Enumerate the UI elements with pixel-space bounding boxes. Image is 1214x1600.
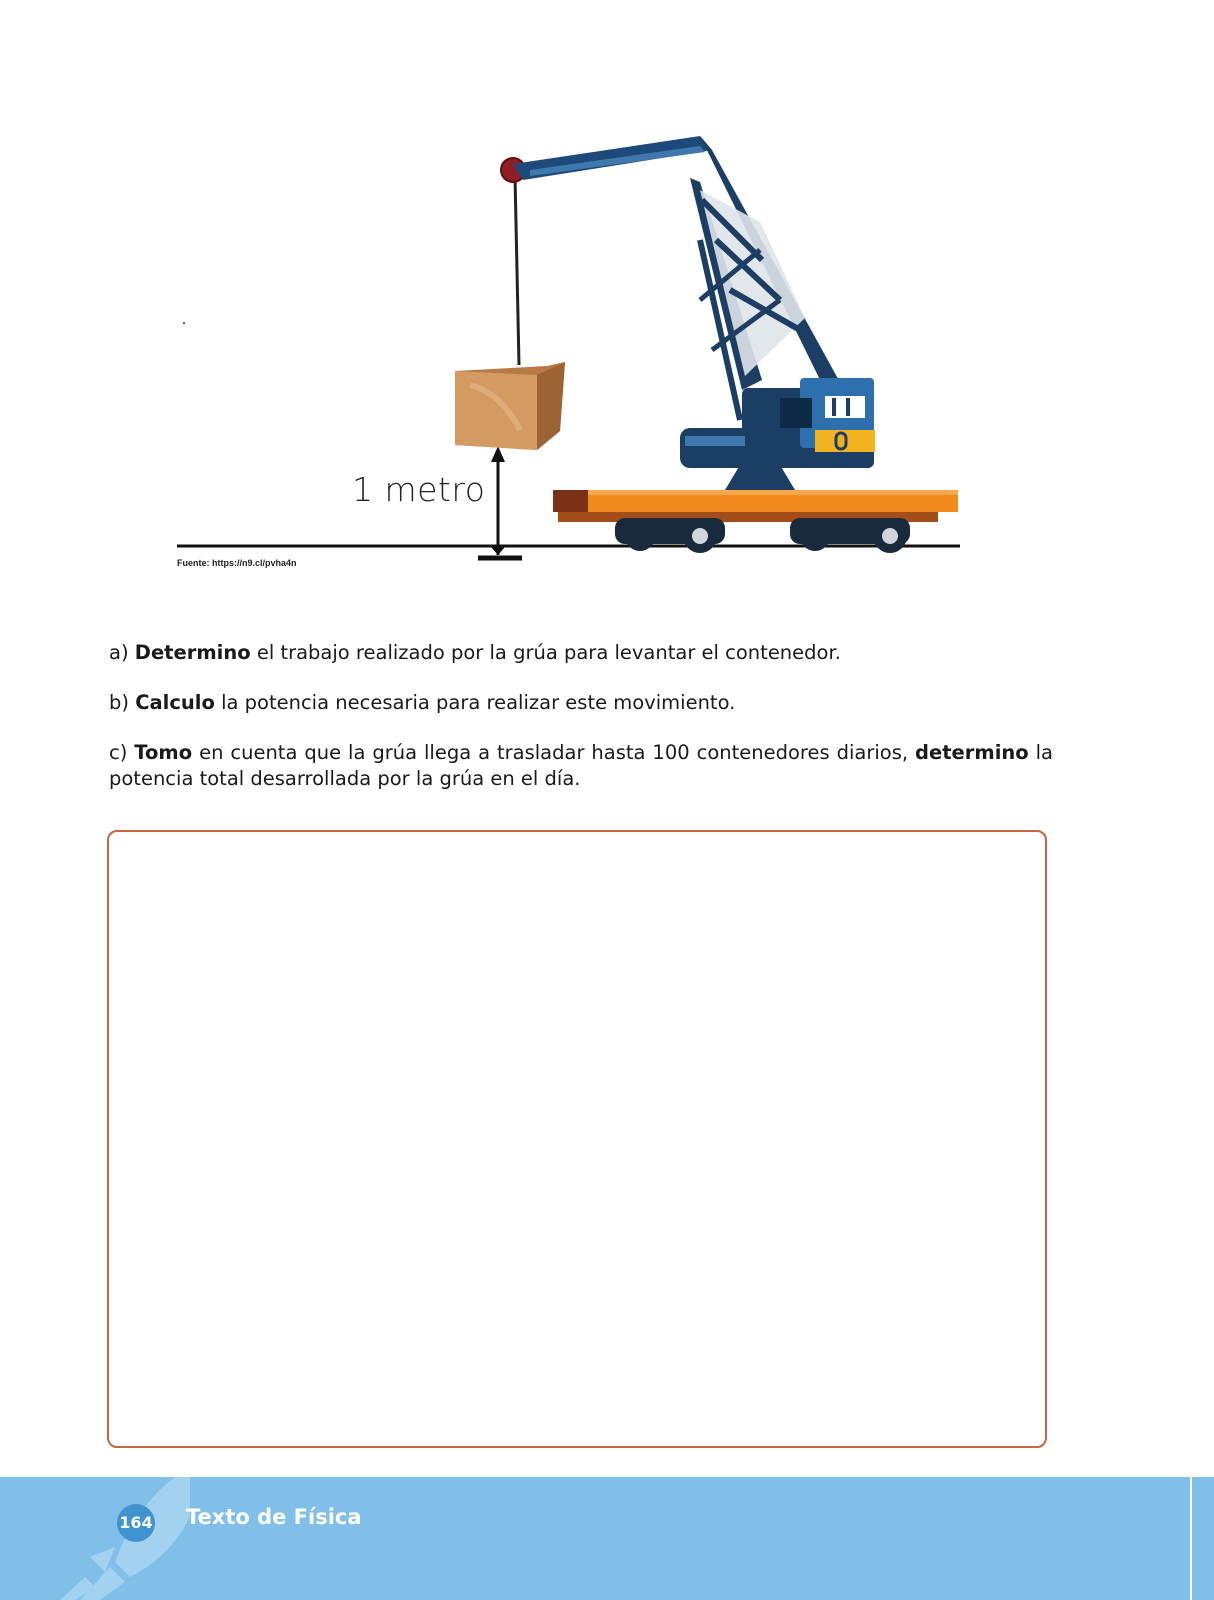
crane-illustration (0, 0, 1214, 600)
rocket-icon (50, 1477, 190, 1600)
question-b: b) Calculo la potencia necesaria para realizar este movimiento. (109, 691, 736, 714)
stray-dot (183, 322, 185, 324)
crane-graphic (0, 0, 1214, 600)
flatcar-wheels (615, 518, 910, 553)
dimension-label: 1 metro (352, 470, 486, 509)
question-a: a) Determino el trabajo realizado por la grúa para levantar el contenedor. (109, 641, 841, 664)
question-list (109, 640, 1053, 816)
figure-source: Fuente: https://n9.cl/pvha4n (177, 558, 297, 568)
question-c: c) Tomo en cuenta que la grúa llega a trasladar hasta 100 contenedores diarios, determino la potencia total desarrollada por la grúa en el día. (109, 741, 1053, 790)
footer-edge-strip (1192, 1477, 1214, 1600)
book-title: Texto de Física (186, 1505, 362, 1529)
answer-box[interactable] (107, 830, 1047, 1448)
crane-cable (515, 176, 519, 365)
page-footer (0, 1477, 1190, 1600)
dimension-arrow-head (491, 446, 505, 462)
page-number: 164 (117, 1504, 155, 1542)
